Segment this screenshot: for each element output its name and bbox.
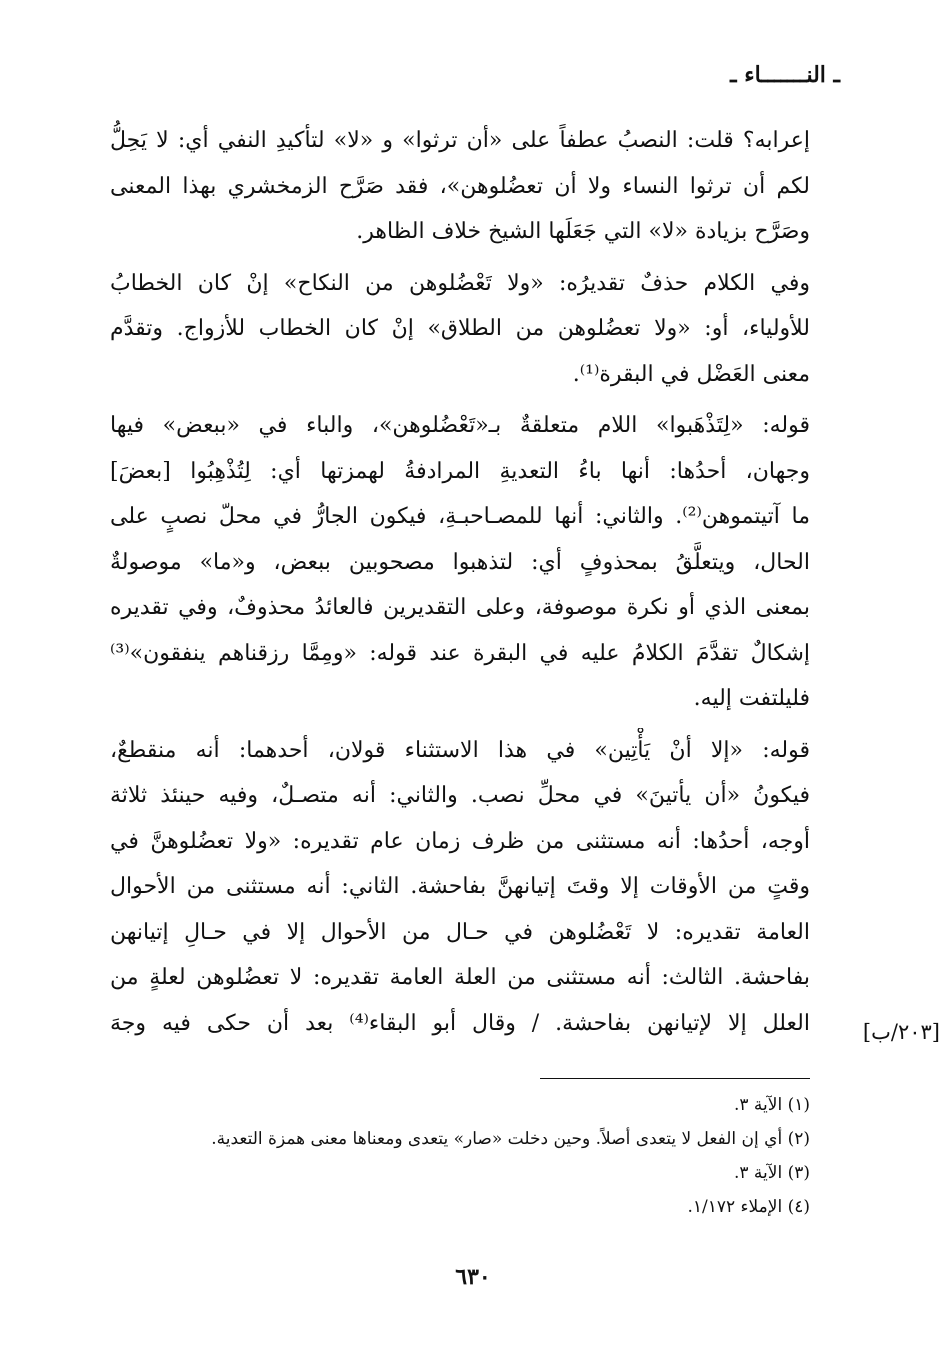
text-line: العامة تقديره: لا تَعْضُلوهن في حـال من الأحوال إلا في حـالِ إتيانهن	[110, 919, 810, 945]
footnote-divider	[540, 1078, 810, 1079]
text-line: إشكالٌ تقدَّمَ الكلامُ عليه في البقرة عند قوله: «ومِمَّا رزقناهم ينفقون»⁽³⁾	[110, 640, 810, 666]
text-line: فيكونُ «أن يأتينَ» في محلِّ نصب. والثاني: أنه متصـلٌ، وفيه حينئذ ثلاثة	[110, 783, 810, 808]
footnote-item: (١) الآية ٣.	[733, 1095, 810, 1115]
text-line: ما آتيتموهن⁽²⁾. والثاني: أنها للمصـاحبـةِ، فيكون الجارُّ في محلّ نصبٍ على	[110, 504, 810, 529]
text-line: معنى العَضْل في البقرة⁽¹⁾.	[572, 361, 810, 387]
text-line: وفي الكلام حذفٌ تقديرُه: «ولا تَعْضُلوهن من النكاح» إنْ كان الخطابُ	[110, 270, 810, 296]
text-line: وقتٍ من الأوقات إلا وقتَ إتيانهنَّ بفاحشة. الثاني: أنه مستثنى من الأحوال	[110, 874, 810, 899]
text-line: إعرابه؟ قلت: النصبُ عطفاً على «أن ترثوا» و «لا» لتأكيدِ النفي أي: لا يَحِلُّ	[110, 128, 810, 153]
text-line: أوجه، أحدُها: أنه مستثنى من ظرف زمان عام تقديره: «ولا تعضُلوهنَّ في	[110, 828, 810, 854]
text-line: فليلتفت إليه.	[693, 686, 810, 711]
text-line: الحال، ويتعلَّقُ بمحذوفٍ أي: لتذهبوا مصحوبين ببعض، و«ما» موصولةٌ	[110, 549, 810, 575]
footnotes	[110, 1088, 810, 1224]
footnote-item: (٤) الإملاء ١/١٧٢.	[687, 1197, 810, 1217]
text-line: قوله: «إلا أنْ يَأْتِين» في هذا الاستثناء قولان، أحدهما: أنه منقطعٌ،	[110, 737, 810, 763]
text-line: وجهان، أحدُها: أنها باءُ التعديةِ المرادفةُ لهمزتها أي: لِتُذْهِبُوا [بعضَ]	[110, 458, 810, 484]
page-number: ٦٣٠	[455, 1264, 491, 1290]
footnote-item: (٢) أي إن الفعل لا يتعدى أصلاً. وحين دخلت «صار» يتعدى ومعناها معنى همزة التعدية.	[211, 1129, 810, 1149]
footnote-item: (٣) الآية ٣.	[733, 1163, 810, 1183]
text-line: قوله: «لِتَذْهَبوا» اللام متعلقةٌ بـ«تَعْضُلوهن»، والباء في «ببعض» فيها	[110, 413, 810, 438]
text-line: بفاحشة. الثالث: أنه مستثنى من العلة العامة تقديره: لا تعضُلوهن لعلةٍ من	[110, 965, 810, 990]
manuscript-folio-note: [٢٠٣/ب]	[862, 1020, 940, 1044]
text-line: العلل إلا لإتيانهن بفاحشة. / وقال أبو البقاء⁽⁴⁾ بعد أن حكى فيه وجهَ	[110, 1010, 810, 1036]
text-line: للأولياء، أو: «ولا تعضُلوهن من الطلاق» إنْ كان الخطاب للأزواج. وتقدَّم	[110, 316, 810, 341]
text-line: وصَرَّح بزيادة «لا» التي جَعَلَها الشيخ خلاف الظاهر.	[356, 219, 810, 244]
main-text	[110, 118, 810, 1046]
running-header: ـ النـــــــاء ـ	[730, 62, 840, 88]
text-line: لكم أن ترثوا النساء ولا أن تعضُلوهن»، فقد صَرَّح الزمخشري بهذا المعنى	[110, 173, 810, 199]
text-line: بمعنى الذي أو نكرة موصوفة، وعلى التقديرين فالعائدُ محذوفٌ، وفي تقديره	[110, 595, 810, 620]
